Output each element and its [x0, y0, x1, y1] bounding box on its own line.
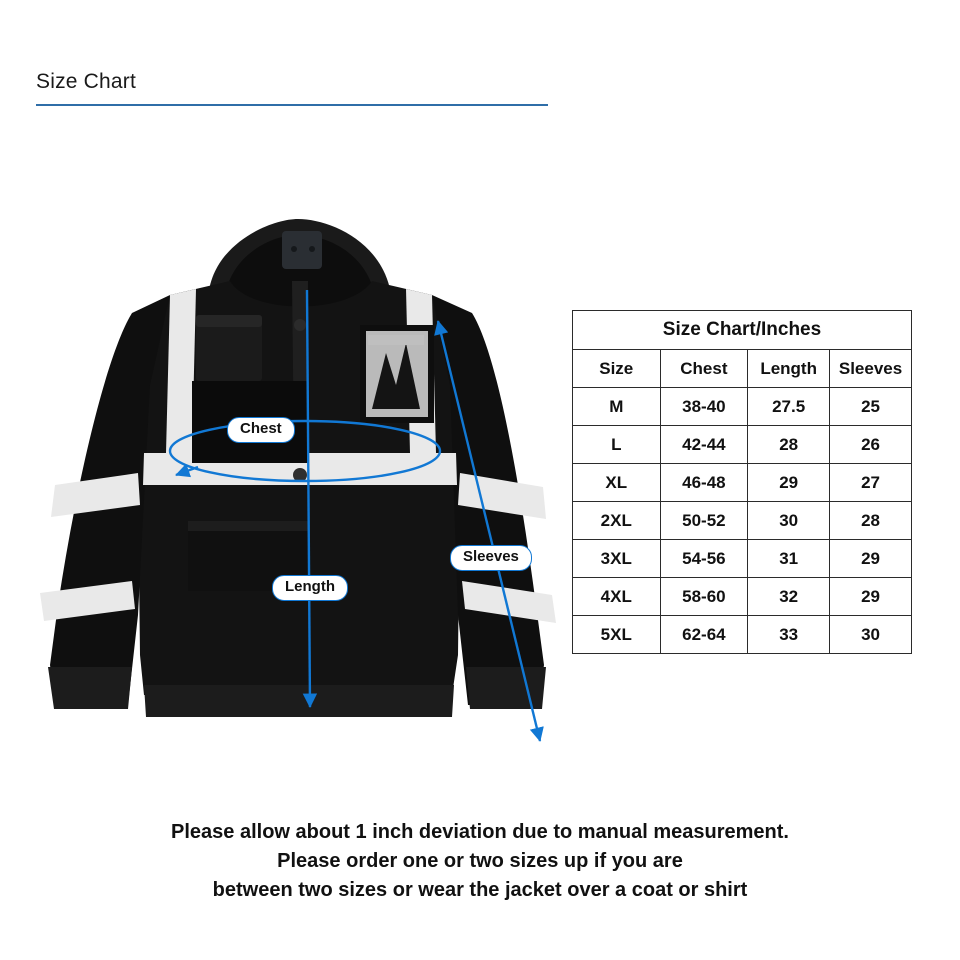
cell-chest: 62-64 [660, 616, 748, 654]
callout-sleeves: Sleeves [450, 545, 532, 571]
cell-length: 30 [748, 502, 830, 540]
cell-size: 2XL [573, 502, 661, 540]
cell-chest: 46-48 [660, 464, 748, 502]
cell-sleeves: 27 [830, 464, 912, 502]
table-title-row [573, 311, 912, 350]
jacket-shape [40, 219, 556, 717]
cell-size: 5XL [573, 616, 661, 654]
cell-sleeves: 29 [830, 578, 912, 616]
cell-size: 3XL [573, 540, 661, 578]
cell-length: 32 [748, 578, 830, 616]
cell-chest: 50-52 [660, 502, 748, 540]
size-chart-table [572, 310, 912, 654]
table-row [573, 464, 912, 502]
table-row [573, 540, 912, 578]
callout-chest: Chest [227, 417, 295, 443]
cell-chest: 58-60 [660, 578, 748, 616]
table-row [573, 616, 912, 654]
cell-chest: 38-40 [660, 388, 748, 426]
cell-size: M [573, 388, 661, 426]
cell-length: 31 [748, 540, 830, 578]
cell-size: L [573, 426, 661, 464]
jacket-drawing-svg [20, 185, 560, 775]
column-header-length: Length [748, 350, 830, 388]
table-row [573, 388, 912, 426]
column-header-chest: Chest [660, 350, 748, 388]
cell-sleeves: 29 [830, 540, 912, 578]
footer-notes [0, 818, 960, 905]
callout-length: Length [272, 575, 348, 601]
cell-sleeves: 26 [830, 426, 912, 464]
cell-length: 27.5 [748, 388, 830, 426]
table-title: Size Chart/Inches [573, 311, 912, 350]
footer-note-line-3: between two sizes or wear the jacket over a coat or shirt [212, 879, 748, 901]
cell-size: 4XL [573, 578, 661, 616]
column-header-size: Size [573, 350, 661, 388]
cell-sleeves: 25 [830, 388, 912, 426]
table-row [573, 578, 912, 616]
cell-size: XL [573, 464, 661, 502]
cell-sleeves: 28 [830, 502, 912, 540]
size-chart-table-container [572, 310, 912, 654]
cell-length: 29 [748, 464, 830, 502]
cell-length: 28 [748, 426, 830, 464]
cell-chest: 42-44 [660, 426, 748, 464]
cell-chest: 54-56 [660, 540, 748, 578]
table-header-row [573, 350, 912, 388]
table-head [573, 311, 912, 388]
title-underline-divider [36, 104, 548, 106]
table-row [573, 502, 912, 540]
page-header [36, 70, 548, 106]
table-row [573, 426, 912, 464]
cell-length: 33 [748, 616, 830, 654]
footer-note-line-1: Please allow about 1 inch deviation due to manual measurement. [171, 821, 789, 843]
table-body [573, 388, 912, 654]
jacket-illustration [20, 185, 560, 775]
page-title: Size Chart [36, 70, 137, 93]
cell-sleeves: 30 [830, 616, 912, 654]
footer-note-line-2: Please order one or two sizes up if you are [277, 850, 683, 872]
column-header-sleeves: Sleeves [830, 350, 912, 388]
